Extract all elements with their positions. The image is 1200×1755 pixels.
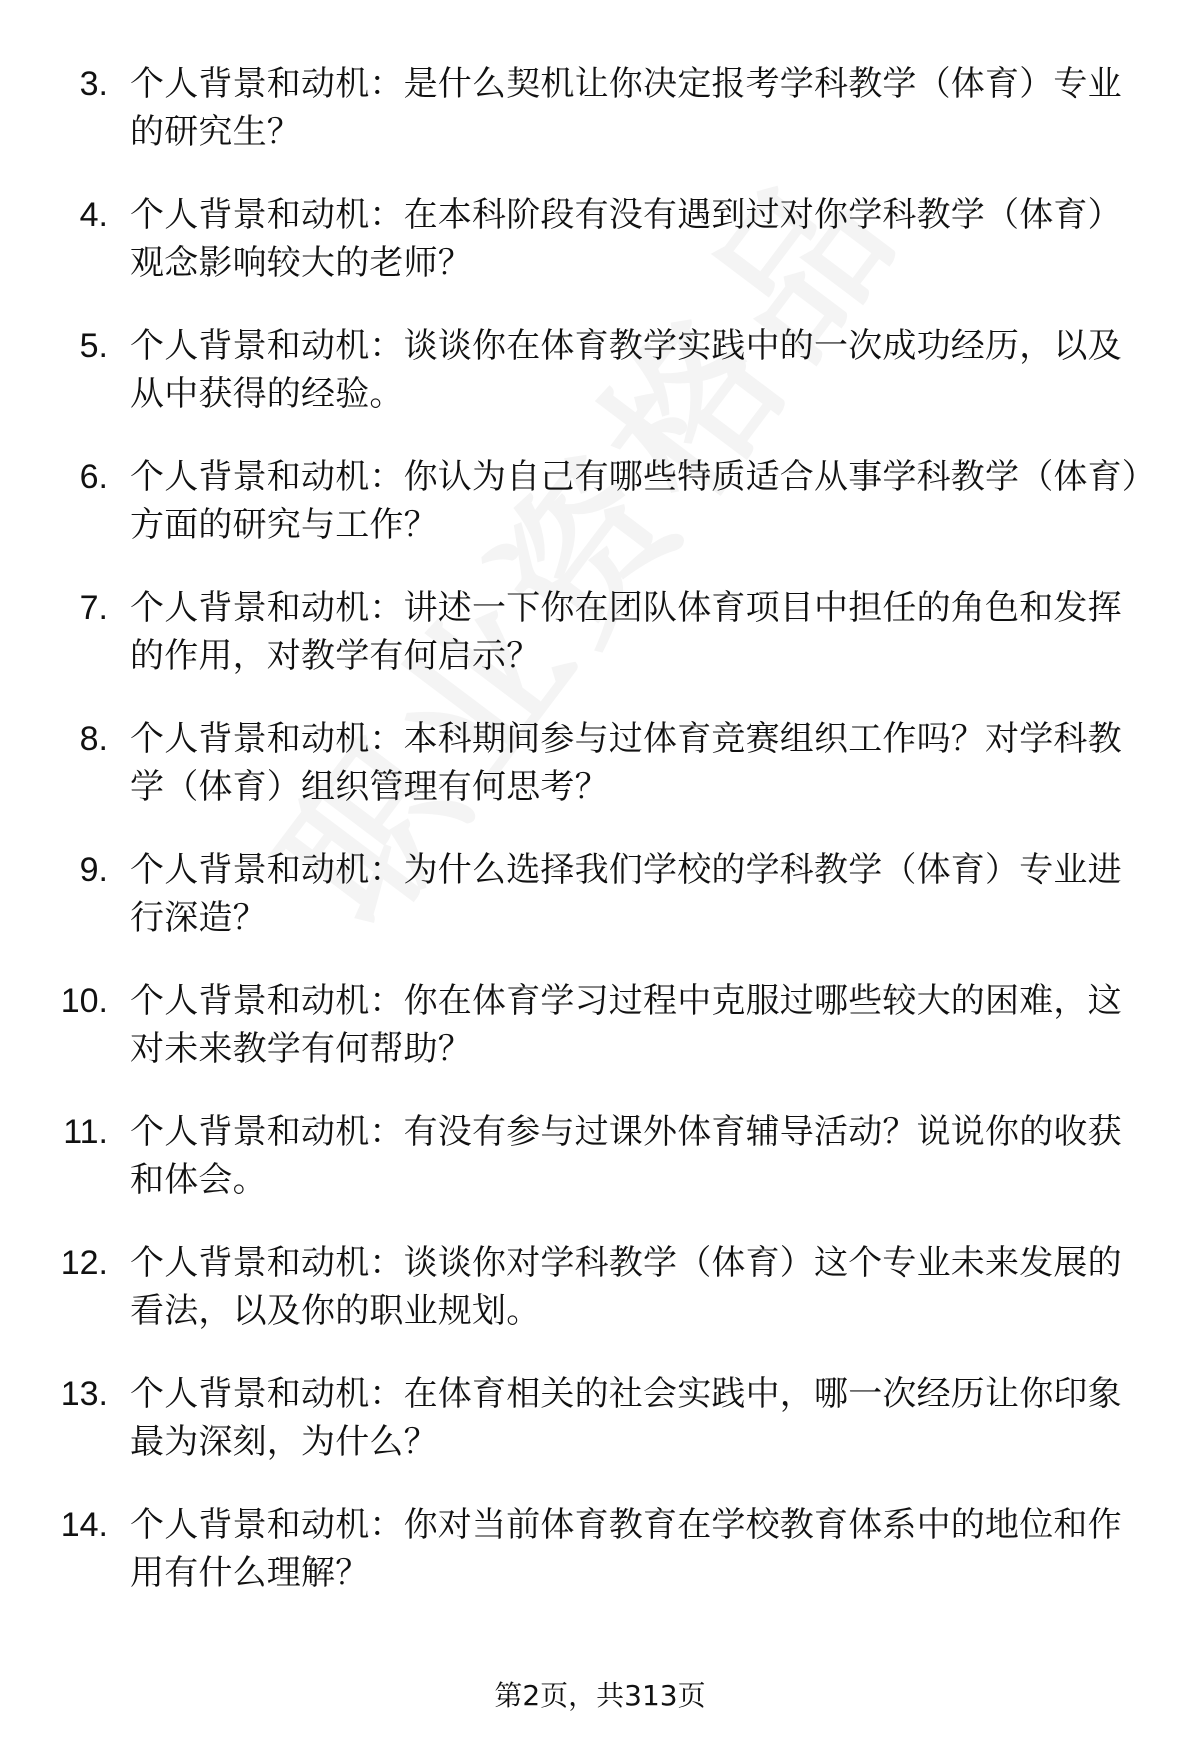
- question-number: 13.: [60, 1375, 108, 1413]
- question-text: 个人背景和动机：你对当前体育教育在学校教育体系中的地位和作用有什么理解？: [130, 1505, 1122, 1593]
- page-footer: 第2页，共313页: [494, 1679, 706, 1712]
- question-number: 11.: [63, 1113, 108, 1151]
- question-item: [0, 1108, 1200, 1239]
- question-item: [0, 977, 1200, 1108]
- question-item: [0, 191, 1200, 322]
- question-item: [0, 1239, 1200, 1370]
- question-number: 3.: [79, 65, 108, 103]
- question-item: [0, 1370, 1200, 1501]
- question-text: 个人背景和动机：在本科阶段有没有遇到过对你学科教学（体育）观念影响较大的老师？: [130, 195, 1122, 283]
- question-text: 个人背景和动机：你认为自己有哪些特质适合从事学科教学（体育）方面的研究与工作？: [130, 457, 1139, 545]
- question-item: [0, 1501, 1200, 1632]
- question-number: 4.: [79, 196, 108, 234]
- question-item: [0, 715, 1200, 846]
- question-text: 个人背景和动机：谈谈你对学科教学（体育）这个专业未来发展的看法，以及你的职业规划。: [130, 1243, 1122, 1331]
- question-text: 个人背景和动机：你在体育学习过程中克服过哪些较大的困难，这对未来教学有何帮助？: [130, 981, 1122, 1069]
- question-list: [0, 60, 1200, 1632]
- question-text: 个人背景和动机：讲述一下你在团队体育项目中担任的角色和发挥的作用，对教学有何启示？: [130, 588, 1122, 676]
- question-item: [0, 846, 1200, 977]
- question-text: 个人背景和动机：有没有参与过课外体育辅导活动？说说你的收获和体会。: [130, 1112, 1122, 1200]
- question-text: 个人背景和动机：为什么选择我们学校的学科教学（体育）专业进行深造？: [130, 850, 1122, 938]
- question-item: [0, 453, 1200, 584]
- question-number: 6.: [79, 458, 108, 496]
- question-text: 个人背景和动机：在体育相关的社会实践中，哪一次经历让你印象最为深刻，为什么？: [130, 1374, 1122, 1462]
- question-text: 个人背景和动机：本科期间参与过体育竞赛组织工作吗？对学科教学（体育）组织管理有何思考？: [130, 719, 1122, 807]
- question-text: 个人背景和动机：是什么契机让你决定报考学科教学（体育）专业的研究生？: [130, 64, 1122, 152]
- question-number: 12.: [60, 1244, 108, 1282]
- question-item: [0, 584, 1200, 715]
- question-item: [0, 322, 1200, 453]
- question-text: 个人背景和动机：谈谈你在体育教学实践中的一次成功经历，以及从中获得的经验。: [130, 326, 1122, 414]
- question-item: [0, 60, 1200, 191]
- question-number: 8.: [79, 720, 108, 758]
- question-number: 9.: [79, 851, 108, 889]
- question-number: 5.: [79, 327, 108, 365]
- question-number: 7.: [79, 589, 108, 627]
- question-number: 14.: [60, 1506, 108, 1544]
- question-number: 10.: [60, 982, 108, 1020]
